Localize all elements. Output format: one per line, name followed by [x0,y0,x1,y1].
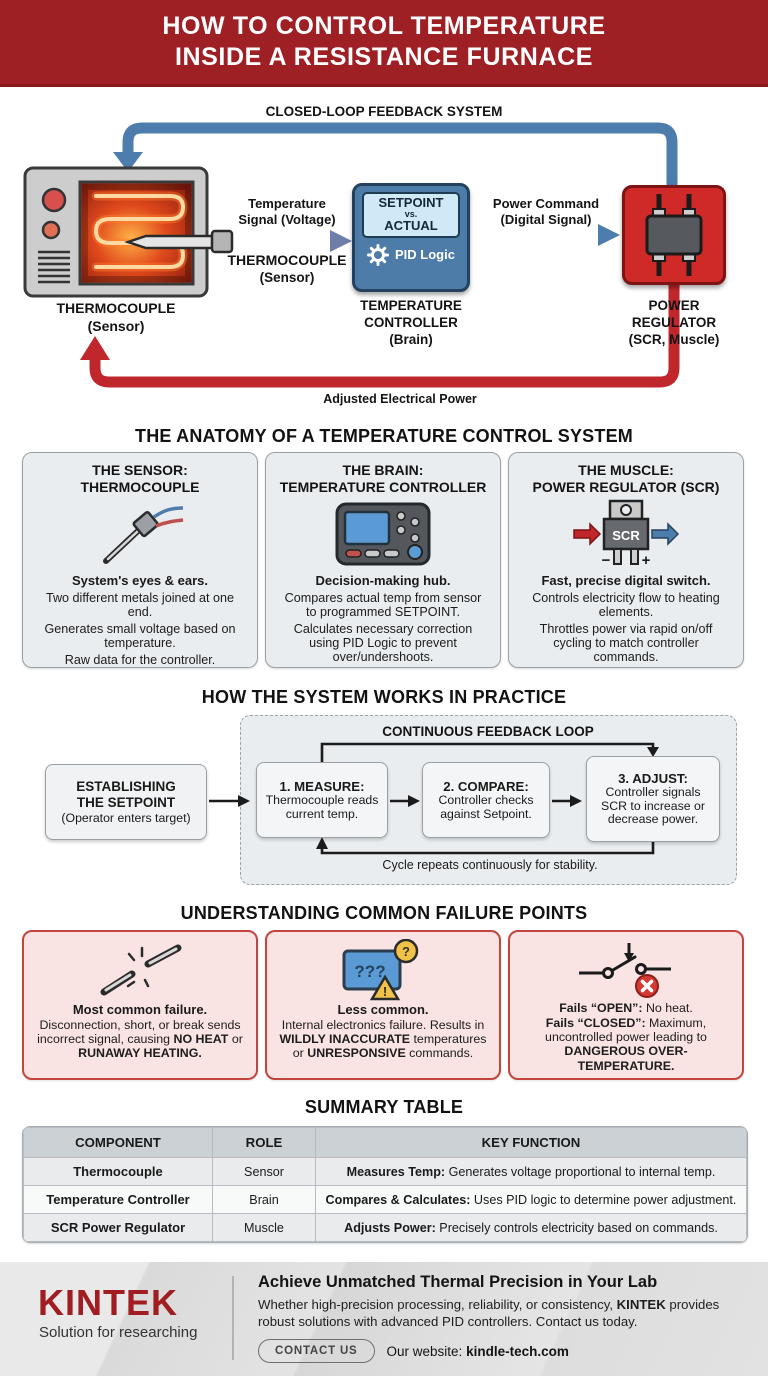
step-measure-box: 1. MEASURE: Thermocouple reads current temp. [256,762,388,838]
column-header-component: COMPONENT [24,1128,213,1158]
closed-loop-label: CLOSED-LOOP FEEDBACK SYSTEM [265,104,503,119]
svg-text:???: ??? [354,962,386,981]
footer-headline: Achieve Unmatched Thermal Precision in Your Lab [258,1273,658,1291]
failure-card-scr [508,930,744,1080]
step-compare-box: 2. COMPARE: Controller checks against Setpoint. [422,762,550,838]
logo-tagline: Solution for researching [39,1324,198,1341]
power-arrow-label: (Digital Signal) [500,211,592,227]
table-header-row [24,1128,747,1158]
regulator-label: POWER REGULATOR [631,298,717,330]
signal-arrow-label: Signal (Voltage) [238,211,336,227]
practice-heading: HOW THE SYSTEM WORKS IN PRACTICE [201,687,567,707]
table-row: Thermocouple Sensor Measures Temp: Generates voltage proportional to internal temp. [24,1158,747,1186]
contact-us-button[interactable]: CONTACT US [258,1339,375,1363]
step-adjust-box: 3. ADJUST: Controller signals SCR to increase or decrease power. [586,756,720,842]
chip-icon [625,190,723,280]
header-banner [0,0,768,87]
controller-label: CONTROLLER [364,314,458,330]
signal-arrow-sublabel: THERMOCOUPLE [227,252,347,268]
svg-text:SCR: SCR [612,528,640,544]
svg-text:!: ! [382,984,388,999]
table-row: Temperature Controller Brain Compares & Calculates: Uses PID logic to determine power adjustment. [24,1186,747,1214]
summary-table [22,1126,748,1243]
faulty-controller-icon [340,939,426,1001]
failure-description: Fails “CLOSED”: Maximum, uncontrolled power leading to DANGEROUS OVER-TEMPERATURE. [545,1016,707,1073]
signal-arrow-label: Temperature [248,196,326,211]
website-text: Our website: kindle-tech.com [386,1343,569,1359]
failure-description: Internal electronics failure. Results in WILDLY INACCURATE temperatures or UNRESPONSIVE commands. [279,1018,487,1061]
failure-description: Disconnection, short, or break sends incorrect signal, causing NO HEAT or RUNAWAY HEATING. [37,1018,243,1061]
summary-heading: SUMMARY TABLE [304,1097,464,1117]
failure-card-thermocouple: Most common failure. Disconnection, short, or break sends incorrect signal, causing NO HEAT or RUNAWAY HEATING. [22,930,258,1080]
svg-text:+: + [641,552,651,570]
scr-icon [566,497,686,571]
power-in-arrow [574,524,600,544]
thermocouple-icon [90,497,190,571]
furnace-label: (Sensor) [87,317,145,334]
footer-divider [232,1276,234,1360]
power-regulator-box [622,185,726,285]
controller-label: (Brain) [389,331,433,347]
temperature-signal-arrow [234,230,352,252]
gear-icon [367,244,389,266]
failure-card-controller: ??? ? ! Less common. Internal electronics failure. Results in WILDLY INACCURATE temperatures or UNRESPONSIVE commands. [265,930,501,1080]
column-header-role: ROLE [213,1128,316,1158]
cycle-caption: Cycle repeats continuously for stability. [382,858,598,872]
page-title: INSIDE A RESISTANCE FURNACE [174,43,594,71]
failures-heading: UNDERSTANDING COMMON FAILURE POINTS [180,903,588,923]
loop-title: CONTINUOUS FEEDBACK LOOP [382,724,594,739]
anatomy-heading: THE ANATOMY OF A TEMPERATURE CONTROL SYSTEM [135,426,633,446]
footer [0,1262,768,1376]
furnace-icon [25,168,207,296]
regulator-label: (SCR, Muscle) [628,331,720,347]
controller-screen: SETPOINT vs. ACTUAL [362,192,460,238]
failure-description: Fails “OPEN”: No heat. [559,1001,693,1015]
power-command-arrow [473,224,620,246]
return-power-label: Adjusted Electrical Power [323,392,477,406]
temperature-controller-box [352,183,470,292]
page-title: HOW TO CONTROL TEMPERATURE [162,12,606,40]
footer-body: Whether high-precision processing, reliability, or consistency, KINTEK provides robust solutions with advanced PID controllers. Contact us today. [258,1297,720,1329]
anatomy-card-sensor: THE SENSOR: THERMOCOUPLE System's eyes & ears. Two different metals joined at one end. Generates small voltage based on temperature. Raw data for the controller. [22,452,258,668]
controller-device-icon [335,502,431,566]
pid-logic-label: PID Logic [395,247,455,263]
table-row: SCR Power Regulator Muscle Adjusts Power: Precisely controls electricity based on commands. [24,1214,747,1242]
kintek-logo: KINTEK [38,1282,178,1323]
signal-arrow-sublabel: (Sensor) [259,269,315,285]
svg-text:−: − [601,552,611,570]
power-arrow-label: Power Command [492,196,600,211]
setpoint-box: ESTABLISHING THE SETPOINT (Operator enters target) [45,764,207,840]
furnace-label: THERMOCOUPLE [56,300,176,316]
failed-switch-icon [571,941,681,999]
svg-text:?: ? [402,944,410,959]
anatomy-card-brain: THE BRAIN: TEMPERATURE CONTROLLER Decision-making hub. Compares actual temp from sensor to programmed SETPOINT. Calculates necessary correction using PID Logic to prevent over/undershoots. [265,452,501,668]
column-header-key-function: KEY FUNCTION [316,1128,747,1158]
controller-label: TEMPERATURE [360,298,462,313]
broken-thermocouple-icon [90,942,190,998]
anatomy-card-muscle: THE MUSCLE: POWER REGULATOR (SCR) SCR − + Fast, precise digital switch. Controls electricity flow to heating elements. Throttles power via rapid on/off cycling to match controller commands. [508,452,744,668]
power-out-arrow [652,524,678,544]
